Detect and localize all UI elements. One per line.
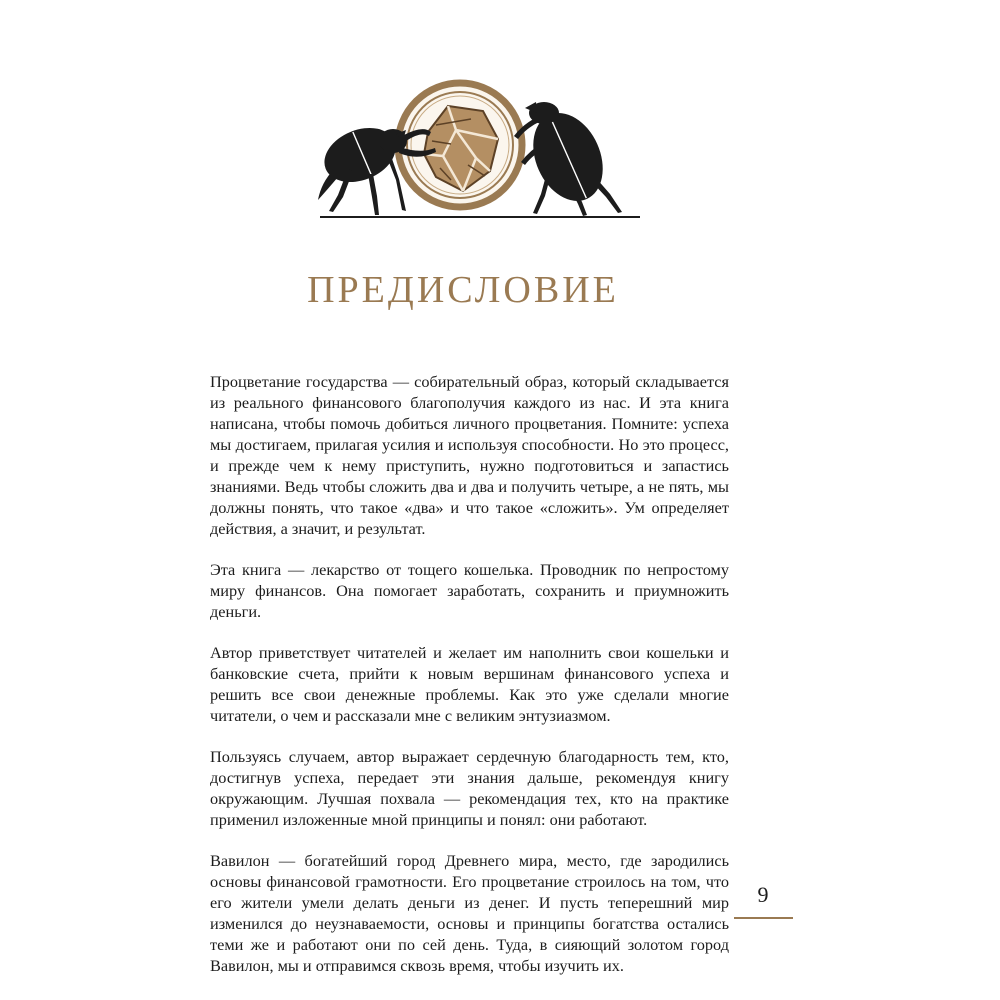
- coin-icon: [398, 83, 522, 207]
- page-number: 9: [757, 882, 769, 907]
- page-number-rule: [734, 917, 793, 919]
- paragraph: Вавилон — богатейший город Древнего мира, место, где зародились основы финансовой грамотности. Его процветание строилось на том, что его жители умели делать деньги из денег. И пусть теперешний мир изменился до неузнаваемости, основы и принципы богатства остались теми же и работают они по сей день. Туда, в сияющий золотом город Вавилон, мы и отправимся сквозь время, чтобы изучить их.: [210, 851, 729, 975]
- paragraph: Эта книга — лекарство от тощего кошелька. Проводник по непростому миру финансов. Она помогает заработать, сохранить и приумножить деньги.: [210, 560, 729, 621]
- paragraph: Автор приветствует читателей и желает им наполнить свои кошельки и банковские счета, прийти к новым вершинам финансового успеха и решить все свои денежные проблемы. Как это уже сделали многие читатели, о чем и рассказали мне с великим энтузиазмом.: [210, 643, 729, 725]
- paragraph: Пользуясь случаем, автор выражает сердечную благодарность тем, кто, достигнув успеха, передает эти знания дальше, рекомендуя книгу окружающим. Лучшая похвала — рекомендация тех, кто на практике применил изложенные мной принципы и понял: они работают.: [210, 747, 729, 829]
- beetles-rolling-coin-illustration: [300, 70, 650, 230]
- right-beetle-icon: [514, 102, 622, 216]
- body-text: [210, 371, 729, 996]
- paragraph: Процветание государства — собирательный образ, который складывается из реального финансового благополучия каждого из нас. И эта книга написана, чтобы помочь добиться личного процветания. Помните: успеха мы достигаем, прилагая усилия и используя способности. Но это процесс, и прежде чем к нему приступить, нужно подготовиться и запастись знаниями. Ведь чтобы сложить два и два и получить четыре, а не пять, мы должны понять, что такое «два» и что такое «сложить». Ум определяет действия, а значит, и результат.: [210, 372, 729, 538]
- page-title: ПРЕДИСЛОВИЕ: [307, 269, 619, 311]
